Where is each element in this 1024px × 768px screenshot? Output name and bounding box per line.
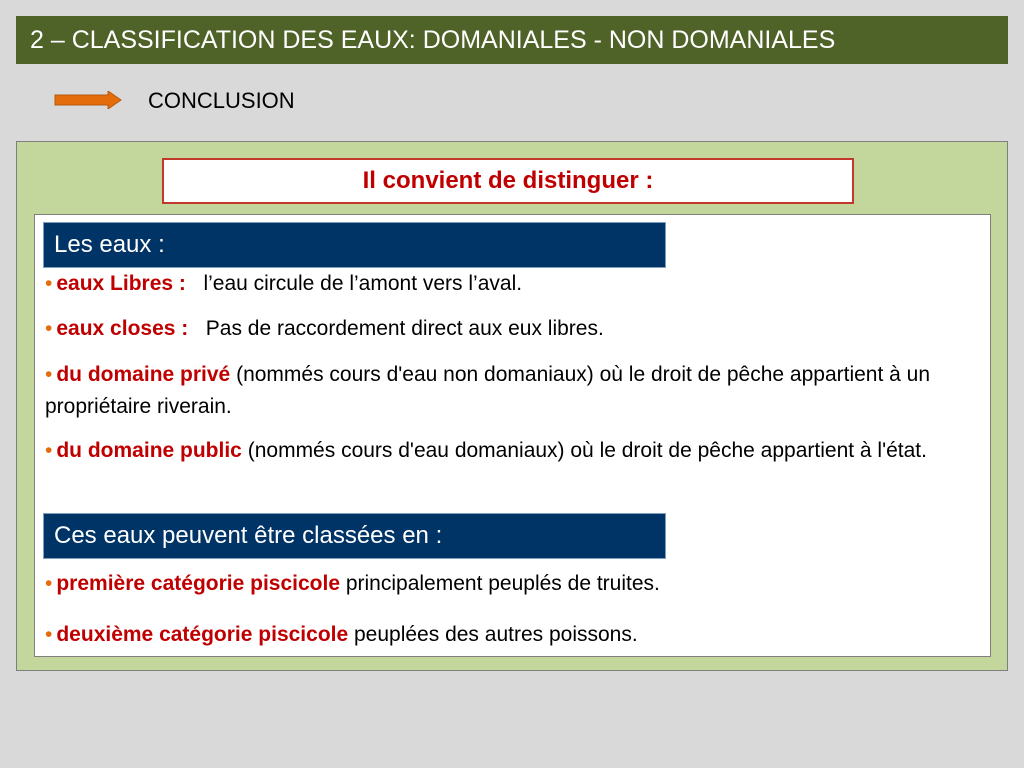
intro-heading-text: Il convient de distinguer : (362, 167, 654, 194)
list-item (45, 359, 975, 423)
list-item (45, 268, 975, 300)
list-item (45, 435, 975, 467)
bullet-icon: • (45, 623, 53, 646)
bullet-icon: • (45, 363, 53, 386)
slide-title-text: 2 – CLASSIFICATION DES EAUX: DOMANIALES - NON DOMANIALES (30, 25, 836, 54)
term: eaux closes : (56, 317, 189, 340)
section-header-classification-text: Ces eaux peuvent être classées en : (54, 522, 443, 549)
bullet-icon: • (45, 317, 53, 340)
conclusion-label: CONCLUSION (148, 88, 295, 113)
definition: principalement peuplés de truites. (345, 572, 660, 595)
definition: (nommés cours d'eau domaniaux) où le droit de pêche appartient à l'état. (247, 439, 927, 462)
bullet-icon: • (45, 572, 53, 595)
term: du domaine privé (56, 363, 231, 386)
bullet-icon: • (45, 272, 53, 295)
section-header-classification (43, 513, 666, 559)
intro-heading (162, 158, 854, 204)
definition: (nommés cours d'eau non domaniaux) où le droit de pêche appartient à un propriétaire riverain. (45, 363, 931, 418)
term: du domaine public (56, 439, 242, 462)
term: première catégorie piscicole (56, 572, 340, 595)
term: eaux Libres : (56, 272, 186, 295)
section-header-eaux-text: Les eaux : (54, 231, 165, 258)
right-arrow-icon (54, 91, 122, 109)
bullet-icon: • (45, 439, 53, 462)
term: deuxième catégorie piscicole (56, 623, 349, 646)
slide-title (16, 16, 1008, 64)
list-item (45, 619, 975, 651)
definition: peuplées des autres poissons. (354, 623, 638, 646)
definition: l’eau circule de l’amont vers l’aval. (203, 272, 523, 295)
list-item (45, 313, 975, 345)
section-header-eaux (43, 222, 666, 268)
definition: Pas de raccordement direct aux eux libres. (205, 317, 604, 340)
list-item (45, 568, 975, 600)
